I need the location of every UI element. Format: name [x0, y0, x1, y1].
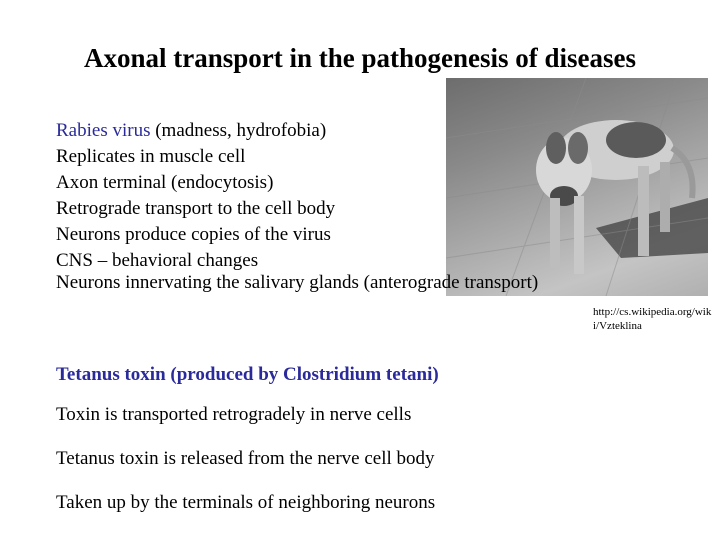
rabies-name-note: (madness, hydrofobia): [150, 120, 327, 141]
rabies-step: Neurons produce copies of the virus: [56, 224, 331, 245]
tetanus-point: Tetanus toxin is released from the nerve cell body: [56, 448, 435, 469]
tetanus-heading: Tetanus toxin (produced by Clostridium tetani): [56, 364, 439, 385]
rabies-step: CNS – behavioral changes: [56, 250, 259, 271]
rabies-step: Neurons innervating the salivary glands (anterograde transport): [56, 272, 539, 293]
rabies-heading: [56, 118, 586, 144]
tetanus-section: [56, 362, 616, 534]
slide-title: Axonal transport in the pathogenesis of diseases: [83, 43, 637, 73]
rabies-step: Retrograde transport to the cell body: [56, 198, 336, 219]
rabies-step: Replicates in muscle cell: [56, 146, 246, 167]
rabies-section: [56, 118, 586, 292]
image-credit: http://cs.wikipedia.org/wiki/Vzteklina: [593, 306, 712, 332]
tetanus-point: Toxin is transported retrogradely in nerve cells: [56, 404, 412, 425]
rabies-step: Axon terminal (endocytosis): [56, 172, 274, 193]
rabies-name: Rabies virus: [56, 120, 151, 141]
tetanus-point: Taken up by the terminals of neighboring neurons: [56, 492, 436, 513]
